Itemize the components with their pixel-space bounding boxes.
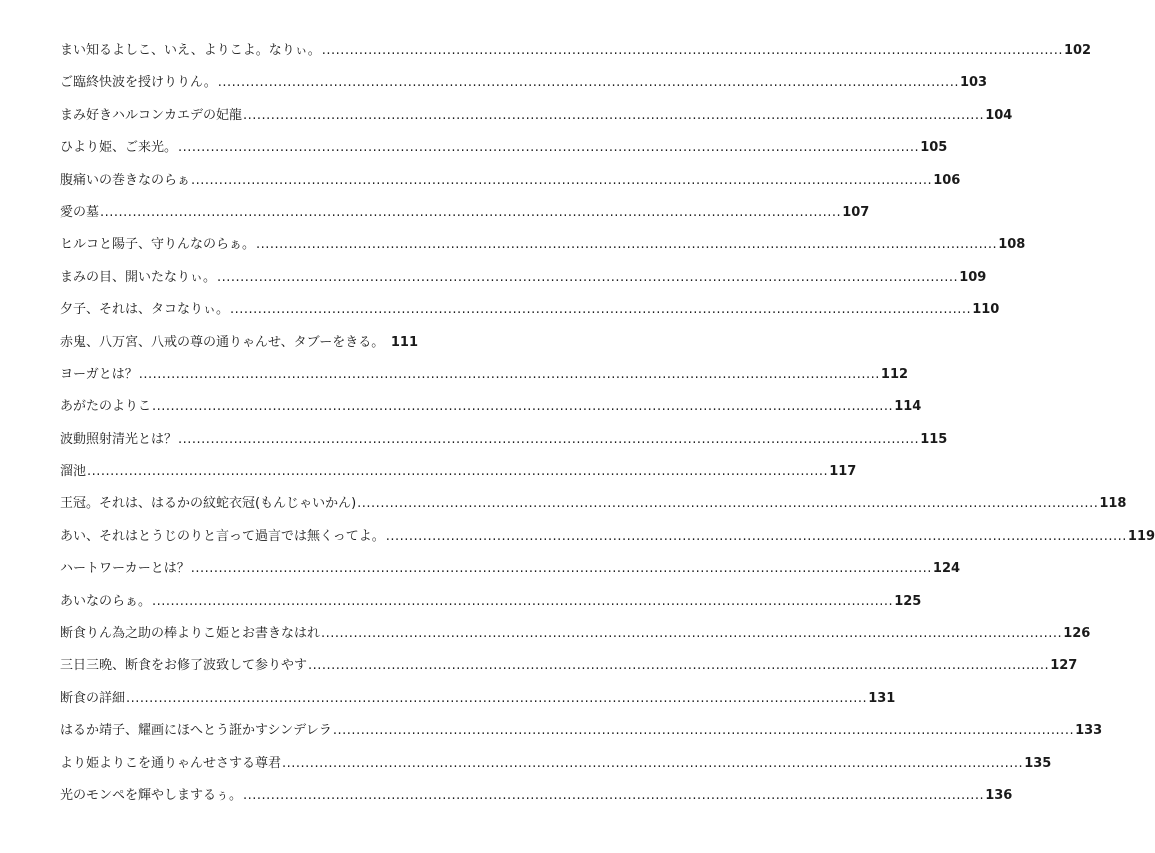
toc-dot-leader — [357, 495, 1098, 513]
toc-entry-page-number: 131 — [868, 690, 896, 706]
toc-entry-title: ハートワーカーとは？ — [60, 561, 190, 577]
toc-entry — [60, 625, 1091, 657]
toc-entry-title: 光のモンペを輝やしまするぅ。 — [60, 787, 243, 803]
toc-entry-title: まみ好きハルコンカエデの妃龍 — [60, 107, 243, 123]
toc-dot-leader — [100, 204, 841, 222]
toc-entry — [60, 204, 870, 236]
toc-dot-leader — [126, 690, 867, 708]
toc-entry-page-number: 107 — [842, 204, 870, 220]
toc-entry-page-number: 127 — [1050, 658, 1078, 674]
toc-entry-title: 愛の墓 — [60, 204, 100, 220]
toc-entry-page-number: 109 — [959, 269, 987, 285]
toc-entry-page-number: 125 — [894, 593, 922, 609]
toc-entry-title: ひより姫、ご来光。 — [60, 140, 178, 156]
toc-entry-title: 赤鬼、八万宮、八戒の尊の通りゃんせ、タブーをきる。 — [60, 334, 385, 350]
toc-entry-page-number: 110 — [972, 302, 1000, 318]
toc-entry-title: ヒルコと陽子、守りんなのらぁ。 — [60, 237, 256, 253]
toc-entry — [60, 236, 1026, 268]
toc-entry-page-number: 119 — [1127, 528, 1155, 544]
toc-dot-leader — [152, 398, 893, 416]
toc-entry-title: あいなのらぁ。 — [60, 593, 152, 609]
toc-entry-page-number: 136 — [985, 787, 1013, 803]
toc-entry-page-number: 114 — [894, 399, 922, 415]
toc-entry-page-number: 105 — [920, 140, 948, 156]
toc-entry — [60, 398, 922, 430]
toc-entry — [60, 657, 1078, 689]
toc-entry-page-number: 102 — [1063, 43, 1092, 58]
toc-entry — [60, 139, 948, 171]
toc-dot-leader — [243, 787, 984, 805]
toc-dot-leader — [333, 722, 1074, 740]
toc-entry — [60, 463, 857, 495]
toc-entry-page-number: 106 — [933, 172, 961, 188]
toc-entry-page-number: 115 — [920, 431, 948, 447]
toc-dot-leader — [218, 74, 959, 92]
toc-entry — [60, 42, 1092, 74]
toc-dot-leader — [191, 560, 932, 578]
toc-entry-title: はるか靖子、耀画にほへとう誑かすシンデレラ — [60, 723, 332, 739]
toc-entry-title: 夕子、それは、タコなりぃ。 — [60, 302, 230, 318]
toc-entry — [60, 334, 418, 366]
toc-entry-title: 断食の詳細 — [60, 690, 126, 706]
toc-entry-page-number: 124 — [932, 561, 961, 577]
toc-entry — [60, 787, 1013, 819]
toc-entry-page-number: 135 — [1024, 755, 1052, 771]
toc-dot-leader — [178, 431, 919, 449]
toc-entry — [60, 366, 909, 398]
toc-entry — [60, 172, 961, 204]
toc-dot-leader — [178, 139, 919, 157]
toc-entry-title: まみの目、開いたなりぃ。 — [60, 269, 217, 285]
toc-entry-title: あがたのよりこ — [60, 399, 152, 415]
toc-entry-title: 溜池 — [60, 464, 87, 480]
toc-dot-leader — [321, 625, 1062, 643]
toc-entry-page-number: 111 — [390, 334, 418, 350]
toc-entry — [60, 755, 1052, 787]
toc-entry-title: ご臨終快波を授けりりん。 — [60, 75, 217, 91]
toc-entry-title: 断食りん為之助の棒よりこ姫とお書きなはれ — [60, 626, 321, 642]
toc-entry-title: 三日三晩、断食をお修了波致して参りやす — [60, 658, 308, 674]
toc-entry — [60, 301, 1000, 333]
toc-entry — [60, 722, 1103, 754]
toc-entry — [60, 560, 961, 592]
toc-entry-title: 腹痛いの巻きなのらぁ — [60, 172, 191, 188]
toc-entry-title: あい、それはとうじのりと言って過言では無くってよ。 — [60, 528, 385, 544]
toc-entry-title: まい知るよしこ、いえ、よりこよ。なりぃ。 — [60, 43, 321, 58]
toc-dot-leader — [191, 172, 932, 190]
toc-entry-page-number: 108 — [998, 237, 1026, 253]
toc-entry-page-number: 133 — [1075, 723, 1103, 739]
toc-entry-page-number: 112 — [880, 366, 909, 382]
toc-dot-leader — [243, 107, 984, 125]
toc-entry-page-number: 118 — [1099, 496, 1127, 512]
toc-entry-title: より姫よりこを通りゃんせさする尊君 — [60, 755, 282, 771]
toc-entry — [60, 431, 948, 463]
toc-entry-title: ヨーガとは？ — [60, 366, 138, 382]
toc-entry-page-number: 104 — [985, 107, 1013, 123]
toc-dot-leader — [217, 269, 958, 287]
toc-entry — [60, 74, 988, 106]
toc-entry-title: 波動照射清光とは？ — [60, 431, 178, 447]
toc-dot-leader — [152, 593, 893, 611]
toc-dot-leader — [322, 42, 1063, 60]
toc-dot-leader — [139, 366, 880, 384]
toc-dot-leader — [87, 463, 828, 481]
toc-entry — [60, 690, 896, 722]
toc-dot-leader — [256, 236, 997, 254]
toc-dot-leader — [308, 657, 1049, 675]
toc-entry — [60, 107, 1013, 139]
toc-entry-page-number: 117 — [829, 464, 857, 480]
toc-entry — [60, 495, 1127, 527]
toc-entry — [60, 593, 922, 625]
toc-entry — [60, 528, 1155, 560]
toc-dot-leader — [282, 755, 1023, 773]
toc-entry-page-number: 126 — [1063, 626, 1091, 642]
toc-entry — [60, 269, 987, 301]
toc-dot-leader — [230, 301, 971, 319]
table-of-contents — [60, 42, 1155, 819]
toc-entry-title: 王冠。それは、はるかの紋蛇衣冠(もんじゃいかん) — [60, 496, 357, 512]
toc-dot-leader — [386, 528, 1127, 546]
toc-entry-page-number: 103 — [959, 75, 988, 91]
